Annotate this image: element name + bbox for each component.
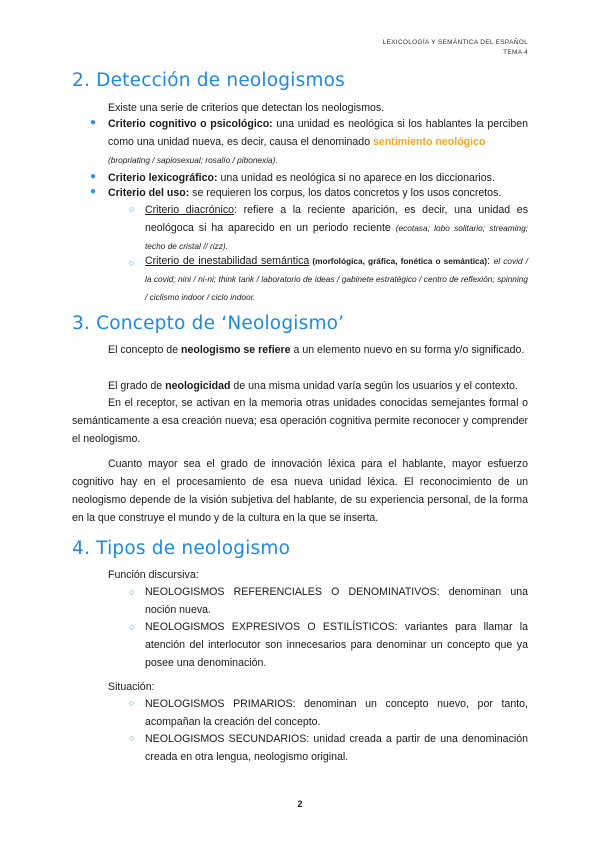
- sec2-bullet-cognitive: Criterio cognitivo o psicológico: una unidad es neológica si los hablantes la perciben como una unidad nueva, es decir, causa el denominado sentimiento neológico (bropriating / sapiosexual; rosalío / pibonexia).: [108, 118, 528, 165]
- sec2-sub-diachronic: Criterio diacrónico: refiere a la reciente aparición, es decir, una unidad es neológoca si ha aparecido en un periodo reciente (ecotasa; lobo solitario; streaming; techo de cristal // rizz).: [145, 204, 529, 251]
- header-course: LEXICOLOGÍA Y SEMÁNTICA DEL ESPAÑOL: [382, 39, 528, 46]
- circle-bullet-icon: ○: [129, 204, 135, 214]
- running-header: [383, 38, 528, 58]
- sec2-bullet-lexicographic: Criterio lexicográfico: una unidad es neológica si no aparece en los diccionarios.: [108, 172, 495, 184]
- section-4-title: 4. Tipos de neologismo: [72, 538, 291, 559]
- bullet-icon: ●: [90, 117, 97, 128]
- circle-bullet-icon: ○: [129, 258, 135, 268]
- sec3-paragraph-1: El concepto de neologismo se refiere a un elemento nuevo en su forma y/o significado.: [108, 344, 525, 356]
- sec2-intro: Existe una serie de criterios que detectan los neologismos.: [108, 102, 385, 114]
- bullet-icon: ●: [90, 186, 97, 197]
- circle-bullet-icon: ○: [129, 587, 135, 597]
- sec3-paragraph-2: El grado de neologicidad de una misma unidad varía según los usuarios y el contexto.: [108, 380, 518, 392]
- sec3-paragraph-4: Cuanto mayor sea el grado de innovación léxica para el hablante, mayor esfuerzo cognitivo hay en el procesamiento de esa nueva unidad léxica. El reconocimiento de un neologismo depende de la visión subjetiva del hablante, de su experiencia personal, de la forma en la que construye el mundo y de la cultura en la que se inserta.: [72, 458, 528, 524]
- bullet-icon: ●: [90, 171, 97, 182]
- page-number: 2: [297, 799, 303, 809]
- sec4-function-item-1: NEOLOGISMOS REFERENCIALES O DENOMINATIVOS: denominan una noción nueva.: [145, 586, 528, 616]
- sec2-sub-semantic: Criterio de inestabilidad semántica (morfológica, gráfica, fonética o semántica): el covid / la covid; nini / ni-ni; think tank / laboratorio de ideas / gabinete estratégico / centro de reflexión; spinning / ciclismo indoor / ciclo indoor.: [145, 255, 528, 302]
- sec4-situation-label: Situación:: [108, 681, 155, 693]
- circle-bullet-icon: ○: [129, 733, 135, 743]
- sec4-function-label: Función discursiva:: [108, 569, 199, 581]
- circle-bullet-icon: ○: [129, 622, 135, 632]
- section-2-title: 2. Detección de neologismos: [72, 70, 345, 91]
- section-3-title: 3. Concepto de ‘Neologismo’: [72, 313, 345, 334]
- sec2-bullet-usage: Criterio del uso: se requieren los corpus, los datos concretos y los usos concretos.: [108, 187, 502, 199]
- sec4-situation-item-2: NEOLOGISMOS SECUNDARIOS: unidad creada a partir de una denominación creada en otra lengua, neologismo original.: [145, 733, 528, 763]
- sec4-situation-item-1: NEOLOGISMOS PRIMARIOS: denominan un concepto nuevo, por tanto, acompañan la creación del concepto.: [145, 698, 528, 728]
- header-topic: TEMA 4: [503, 49, 528, 56]
- circle-bullet-icon: ○: [129, 698, 135, 708]
- sec4-function-item-2: NEOLOGISMOS EXPRESIVOS O ESTILÍSTICOS: variantes para llamar la atención del interlocutor son innecesarios para denominar un concepto que ya posee una denominación.: [145, 621, 528, 669]
- sec3-paragraph-3: En el receptor, se activan en la memoria otras unidades conocidas semejantes formal o semánticamente a esa creación nueva; esa operación cognitiva permite reconocer y comprender el neologismo.: [72, 397, 528, 445]
